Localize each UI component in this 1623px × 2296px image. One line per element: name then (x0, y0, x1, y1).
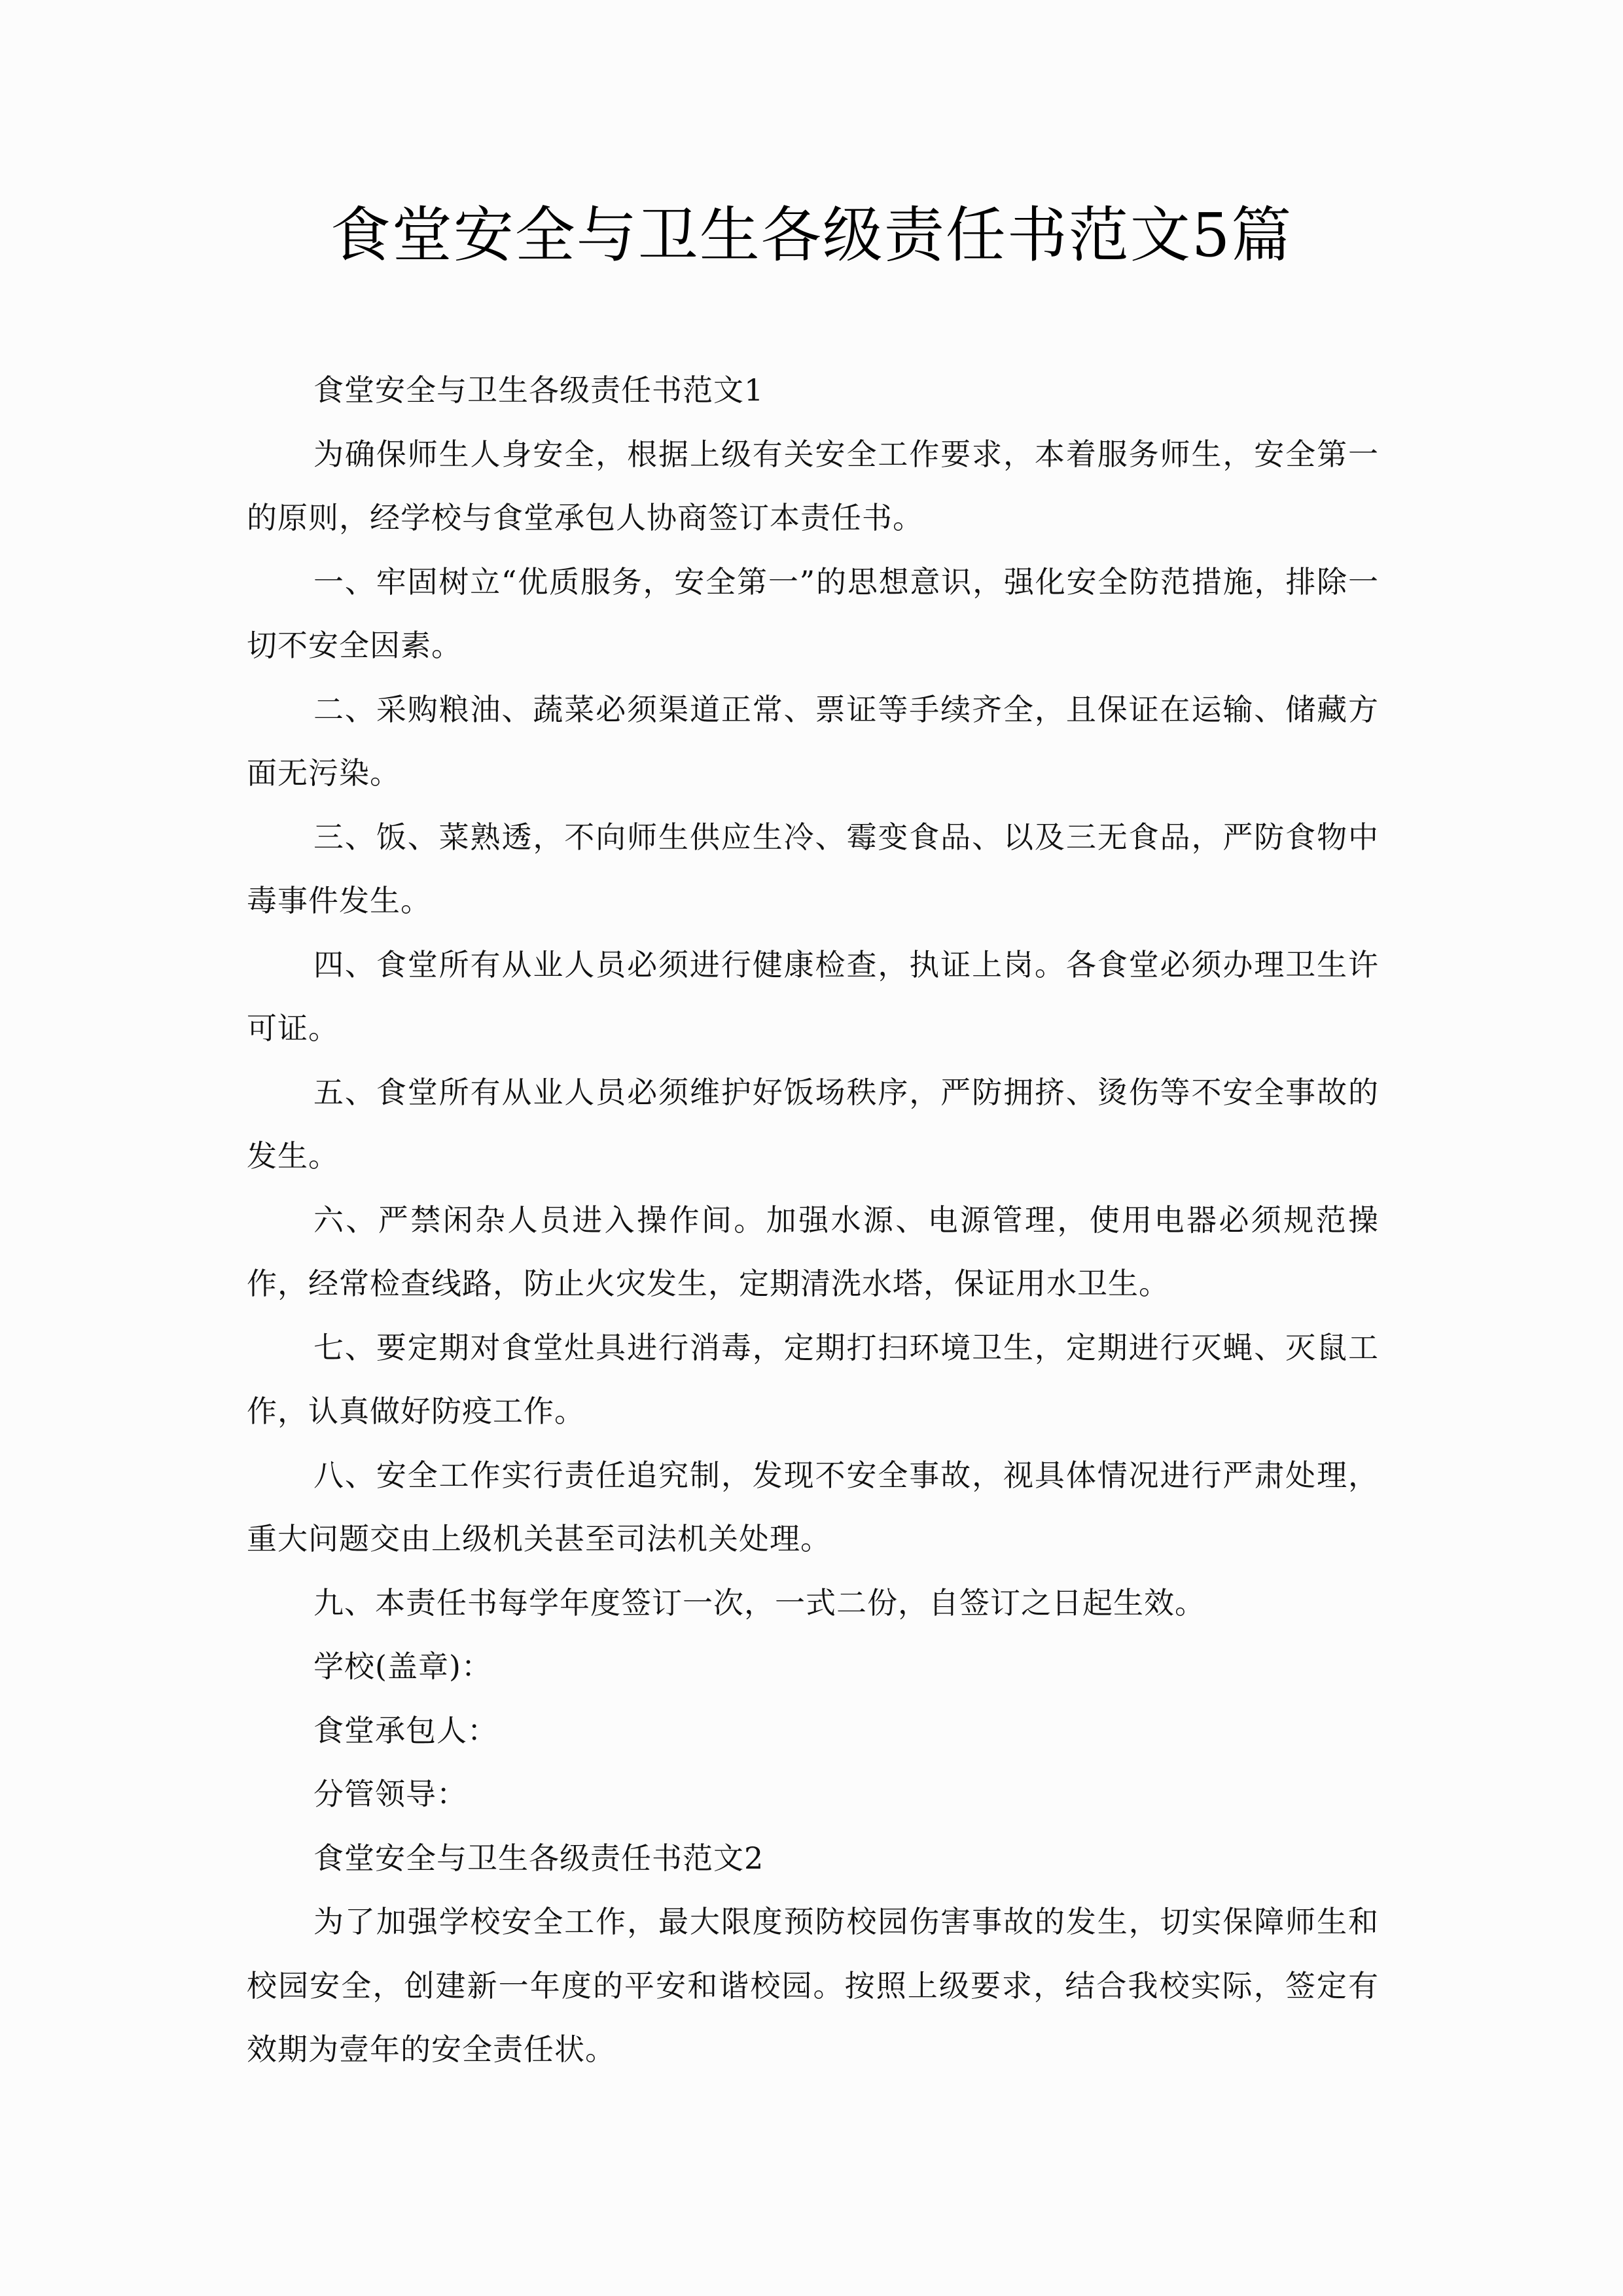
document-title: 食堂安全与卫生各级责任书范文5篇 (330, 200, 1293, 270)
signature-contractor: 食堂承包人： (313, 1712, 498, 1748)
clause-5: 五、食堂所有从业人员必须维护好饭场秩序，严防拥挤、烫伤等不安全事故的发生。 (247, 1074, 1379, 1174)
signature-leader: 分管领导： (313, 1776, 467, 1812)
intro-paragraph-2: 为了加强学校安全工作，最大限度预防校园伤害事故的发生，切实保障师生和校园安全，创建新一年度的平安和谐校园。按照上级要求，结合我校实际，签定有效期为壹年的安全责任状。 (247, 1904, 1379, 2067)
clause-9: 九、本责任书每学年度签订一次，一式二份，自签订之日起生效。 (313, 1585, 1205, 1621)
document-body (247, 359, 1379, 2082)
clause-4: 四、食堂所有从业人员必须进行健康检查，执证上岗。各食堂必须办理卫生许可证。 (247, 946, 1379, 1046)
clause-7: 七、要定期对食堂灶具进行消毒，定期打扫环境卫生，定期进行灭蝇、灭鼠工作，认真做好防疫工作。 (247, 1329, 1379, 1429)
clause-2: 二、采购粮油、蔬菜必须渠道正常、票证等手续齐全，且保证在运输、储藏方面无污染。 (247, 691, 1379, 791)
clause-3: 三、饭、菜熟透，不向师生供应生冷、霉变食品、以及三无食品，严防食物中毒事件发生。 (247, 819, 1379, 918)
clause-6: 六、严禁闲杂人员进入操作间。加强水源、电源管理，使用电器必须规范操作，经常检查线路，防止火灾发生，定期清洗水塔，保证用水卫生。 (247, 1202, 1379, 1301)
section-heading-2: 食堂安全与卫生各级责任书范文2 (313, 1840, 764, 1876)
section-heading-1: 食堂安全与卫生各级责任书范文1 (313, 372, 764, 408)
clause-8: 八、安全工作实行责任追究制，发现不安全事故，视具体情况进行严肃处理，重大问题交由上级机关甚至司法机关处理。 (247, 1457, 1379, 1556)
signature-school: 学校(盖章)： (313, 1649, 492, 1684)
intro-paragraph-1: 为确保师生人身安全，根据上级有关安全工作要求，本着服务师生，安全第一的原则，经学校与食堂承包人协商签订本责任书。 (247, 436, 1379, 535)
clause-1: 一、牢固树立“优质服务，安全第一”的思想意识，强化安全防范措施，排除一切不安全因素。 (247, 564, 1379, 663)
